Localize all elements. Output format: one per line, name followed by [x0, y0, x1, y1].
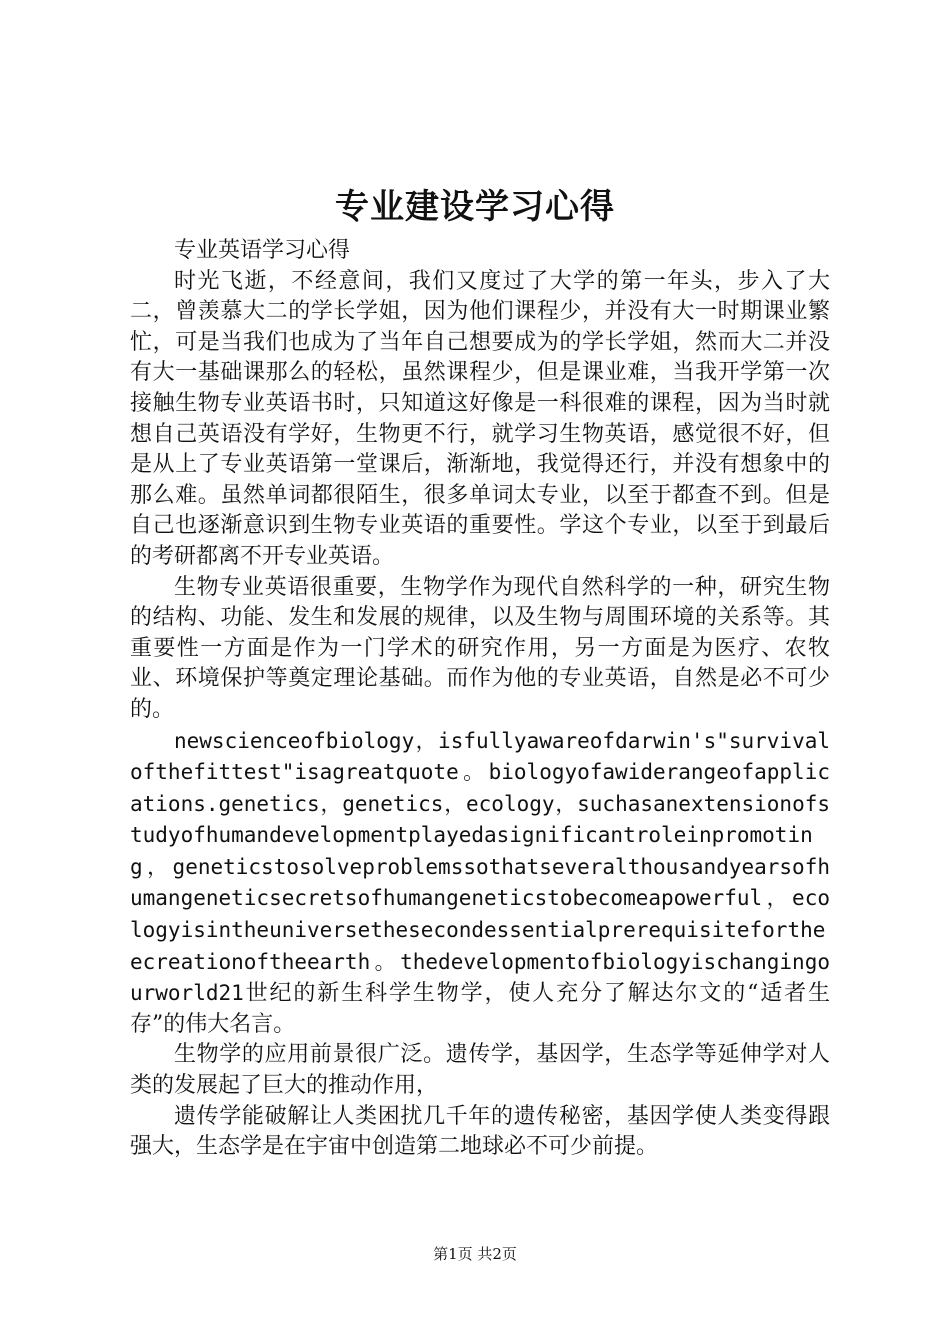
document-body [130, 236, 830, 1163]
english-text: newscienceofbiology，isfullyawareofdarwin's"survivalofthefittest"isagreatquote。biologyofawiderangeofapplications.genetics，genetics，ecology，suchasanextensionofstudyofhumandevelopmentplayedasignificantroleinpromoting，geneticstosolveproblemssothatseveralthousandyearsofhumangeneticsecretsofhumangeneticstobecomeapowerful，ecologyisintheuniversethesecondessentialprerequisitefortheecreationoftheearth。thedevelopmentofbiologyischangingourworld21 [130, 728, 830, 1006]
paragraph-intro: 时光飞逝，不经意间，我们又度过了大学的第一年头，步入了大二，曾羡慕大二的学长学姐，因为他们课程少，并没有大一时期课业繁忙，可是当我们也成为了当年自己想要成为的学长学姐，然而大二并没有大一基础课那么的轻松，虽然课程少，但是课业难，当我开学第一次接触生物专业英语书时，只知道这好像是一科很难的课程，因为当时就想自己英语没有学好，生物更不行，就学习生物英语，感觉很不好，但是从上了专业英语第一堂课后，渐渐地，我觉得还行，并没有想象中的那么难。虽然单词都很陌生，很多单词太专业，以至于都查不到。但是自己也逐渐意识到生物专业英语的重要性。学这个专业，以至于到最后的考研都离不开专业英语。 [130, 268, 830, 569]
paragraph-english [130, 726, 830, 1041]
section-subtitle: 专业英语学习心得 [174, 238, 351, 263]
paragraph-genetics: 遗传学能破解让人类困扰几千年的遗传秘密，基因学使人类变得跟强大，生态学是在宇宙中创造第二地球必不可少前提。 [130, 1103, 830, 1160]
page-footer: 第1页 共2页 [433, 1245, 517, 1263]
document-title: 专业建设学习心得 [335, 187, 615, 227]
paragraph-applications: 生物学的应用前景很广泛。遗传学，基因学，生态学等延伸学对人类的发展起了巨大的推动作用， [130, 1042, 830, 1099]
english-paragraph-tail: 世纪的新生科学生物学，使人充分了解达尔文的“适者生存”的伟大名言。 [130, 981, 830, 1037]
paragraph-importance: 生物专业英语很重要，生物学作为现代自然科学的一种，研究生物的结构、功能、发生和发展的规律，以及生物与周围环境的关系等。其重要性一方面是作为一门学术的研究作用，另一方面是为医疗、农牧业、环境保护等奠定理论基础。而作为他的专业英语，自然是必不可少的。 [130, 574, 830, 722]
